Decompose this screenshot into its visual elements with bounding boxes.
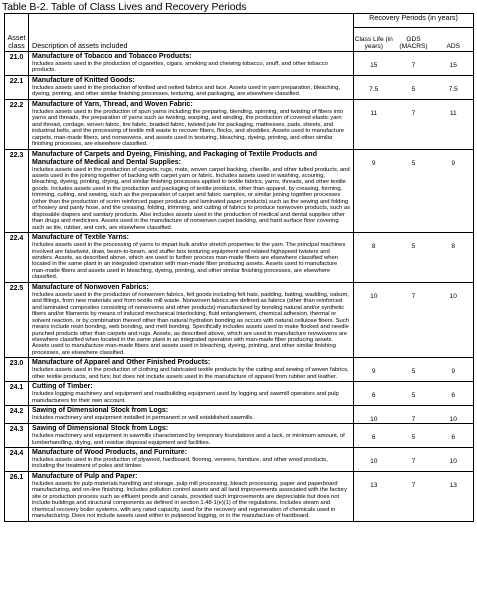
ads-cell: 10: [434, 406, 474, 424]
asset-title: Manufacture of Yarn, Thread, and Woven Fabric:: [32, 100, 193, 108]
asset-class-cell: 21.0: [5, 52, 29, 76]
table-row: [5, 99, 474, 149]
ads-cell: 8: [434, 233, 474, 283]
class-lives-table: [4, 13, 474, 522]
asset-class-cell: 24.1: [5, 382, 29, 406]
gds-cell: 5: [394, 358, 434, 382]
asset-title: Manufacture of Apparel and Other Finished Products:: [32, 359, 211, 367]
asset-description: Includes assets used in the production of spun yarns including the preparing, blending, spinning, and twisting of fibers into yarns and threads, the preparation of yarns such as twisting, warping, and winding, the production of covered elastic yarn and thread, cordage, woven fabric, tire fabric, braided fabric, twisted jute for packaging, mattresses, pads, sheets, and industrial belts, and the processing of textile mill waste to recover fibers, flocks, and shoddies. Assets used to manufacture carpets, man-made fibers, and nonwovens, and assets used in texturing, bleaching, dyeing, printing, and other similar finishing processes, are elsewhere classified.: [32, 108, 344, 148]
class-life-cell: 10: [354, 406, 394, 424]
asset-class-cell: 24.4: [5, 448, 29, 472]
gds-cell: 7: [394, 99, 434, 149]
class-life-cell: 10: [354, 448, 394, 472]
asset-description: Includes assets used in the production of clothing and fabricated textile products by the cutting and sewing of woven fabrics, other textile products, and furs; but does not include assets used in the manufacture of apparel from rubber and leather.: [32, 367, 349, 380]
asset-class-cell: 22.5: [5, 282, 29, 358]
asset-description: Includes assets used in the production of knitted and netted fabrics and lace. Assets used in yarn preparation, bleaching, dyeing, printing, and other similar finishing processes, texturing, and packaging, are elsewhere classified.: [32, 84, 340, 98]
table-row: [5, 448, 474, 472]
class-life-cell: 6: [354, 424, 394, 448]
asset-title: Manufacture of Wood Products, and Furniture:: [32, 449, 188, 457]
asset-description: Includes machinery and equipment in sawmills characterized by temporary foundations and a lack, or minimum amount, of lumberhandling, drying, and residue disposal equipment and facilities.: [32, 433, 345, 446]
gds-cell: 7: [394, 448, 434, 472]
description-cell: [29, 282, 354, 358]
ads-cell: 13: [434, 471, 474, 521]
asset-description: Includes assets used in the production of plywood, hardboard, flooring, veneers, furniture, and other wood products, including the treatment of poles and timber.: [32, 457, 328, 470]
header-ads: ADS: [434, 28, 474, 52]
gds-cell: 7: [394, 406, 434, 424]
gds-cell: 5: [394, 382, 434, 406]
asset-description: Includes assets used in the processing of yarns to impart bulk and/or stretch properties to the yarn. The principal machines involved are falsetwist, draw, beam-to-beam, and stuffer box texturing equipment and related highspeed twisters and winders. Assets, as described above, which are used to further process man-made fibers are elsewhere classified when located in the same plant in an integrated operation with man-made fiber producing assets. Assets used to manufacture man-made fibers and assets used in bleaching, dyeing, printing, and other similar finishing processes, are elsewhere classified.: [32, 242, 346, 281]
asset-title: Sawing of Dimensional Stock from Logs:: [32, 425, 169, 433]
table-row: [5, 424, 474, 448]
class-life-cell: 11: [354, 99, 394, 149]
header-class-life: Class Life (in years): [354, 28, 394, 52]
ads-cell: 15: [434, 52, 474, 76]
header-description: Description of assets included: [29, 14, 354, 52]
description-cell: [29, 406, 354, 424]
gds-cell: 7: [394, 471, 434, 521]
asset-class-cell: 22.1: [5, 75, 29, 99]
class-life-cell: 15: [354, 52, 394, 76]
description-cell: [29, 424, 354, 448]
table-row: [5, 233, 474, 283]
description-cell: [29, 149, 354, 233]
table-row: [5, 149, 474, 233]
ads-cell: 7.5: [434, 75, 474, 99]
asset-class-cell: 22.2: [5, 99, 29, 149]
class-life-cell: 6: [354, 382, 394, 406]
description-cell: [29, 75, 354, 99]
class-life-cell: 8: [354, 233, 394, 283]
asset-title: Manufacture of Carpets and Dyeing, Finishing, and Packaging of Textile Products and Manufacture of Medical and Dental Supplies:: [32, 150, 317, 166]
header-gds: GDS (MACRS): [394, 28, 434, 52]
description-cell: [29, 382, 354, 406]
description-cell: [29, 99, 354, 149]
table-row: [5, 358, 474, 382]
ads-cell: 10: [434, 448, 474, 472]
asset-description: Includes assets used in the production of nonwoven fabrics, felt goods including felt hats, padding, batting, wadding, oakum, and fillings, from new materials and from textile mill waste. Nonwoven fabrics are defined as fabrics (other than reinforced and laminated composites consisting of nonwovens and other products) manufactured by bonding natural and/or synthetic fibers and/or filaments by means of induced mechanical interlocking, fluid entanglement, chemical adhesion, thermal or solvent reaction, or by combination thereof other than natural hydration bonding as occurs with natural cellulose fibers. Such means include resin bonding, web bonding, and melt bonding. Specifically includes assets used to make flocked and needle punched products other than carpets and rugs. Assets, as described above, which are used to manufacture nonwovens are elsewhere classified when located in the same plant in an integrated operation with man-made fiber producing assets. Assets used to manufacture man-made fibers and assets used in bleaching, dyeing, printing, and other similar finishing processes, are elsewhere classified.: [32, 291, 349, 356]
header-recovery-periods: Recovery Periods (in years): [354, 14, 474, 28]
asset-title: Manufacture of Textile Yarns:: [32, 234, 129, 242]
description-cell: [29, 52, 354, 76]
ads-cell: 6: [434, 424, 474, 448]
ads-cell: 6: [434, 382, 474, 406]
asset-description: Includes assets used in the production of cigarettes, cigars, smoking and chewing tobacco, snuff, and other tobacco products.: [32, 61, 328, 74]
gds-cell: 5: [394, 149, 434, 233]
asset-description: Includes machinery and equipment installed in permanent or well established sawmills.: [32, 415, 255, 422]
table-row: [5, 75, 474, 99]
table-row: [5, 406, 474, 424]
description-cell: [29, 233, 354, 283]
asset-class-cell: 24.3: [5, 424, 29, 448]
asset-title: Sawing of Dimensional Stock from Logs:: [32, 407, 169, 415]
class-life-cell: 10: [354, 282, 394, 358]
description-cell: [29, 471, 354, 521]
asset-class-cell: 22.3: [5, 149, 29, 233]
gds-cell: 5: [394, 75, 434, 99]
asset-class-cell: 22.4: [5, 233, 29, 283]
description-cell: [29, 448, 354, 472]
asset-class-cell: 23.0: [5, 358, 29, 382]
table-row: [5, 52, 474, 76]
ads-cell: 9: [434, 149, 474, 233]
asset-class-cell: 26.1: [5, 471, 29, 521]
class-life-cell: 9: [354, 149, 394, 233]
asset-title: Manufacture of Knitted Goods:: [32, 76, 135, 84]
asset-title: Manufacture of Nonwoven Fabrics:: [32, 283, 149, 291]
asset-title: Manufacture of Pulp and Paper:: [32, 472, 138, 480]
asset-description: Includes logging machinery and equipment and roadbuilding equipment used by logging and sawmill operators and pulp manufacturers for their own account.: [32, 391, 339, 404]
table-row: [5, 382, 474, 406]
asset-title: Manufacture of Tobacco and Tobacco Products:: [32, 53, 192, 60]
header-asset-class: Asset class: [5, 14, 29, 52]
gds-cell: 7: [394, 52, 434, 76]
asset-description: Includes assets used in the production of carpets, rugs, mats, woven carpet backing, chenille, and other tufted products, and assets used in the joining together of backing with carpet yarn or fabric. Includes assets used in washing, scouring, bleaching, dyeing, printing, drying, and similar finishing processes applied to textile fabrics, yarns, threads, and other textile goods. Includes assets used in the production and packaging of textile products, other than apparel, by creasing, forming, trimming, cutting, and sewing, such as the preparation of carpet and fabric samples, or similar joining together processes (other than the production of scrim reinforced paper products and laminated paper products) such as the sewing and folding of hosiery and panty hose, and the creasing, folding, trimming, and cutting of fabrics to produce nonwoven products, such as disposable diapers and sanitary products. Also includes assets used in the production of medical and dental supplies other than drugs and medicines. Assets used in the manufacture of nonwoven carpet backing, and hard surface floor covering such as tile, rubber, and cork, are elsewhere classified.: [32, 166, 350, 231]
ads-cell: 11: [434, 99, 474, 149]
description-cell: [29, 358, 354, 382]
table-row: [5, 471, 474, 521]
class-life-cell: 9: [354, 358, 394, 382]
ads-cell: 9: [434, 358, 474, 382]
class-life-cell: 7.5: [354, 75, 394, 99]
asset-title: Cutting of Timber:: [32, 383, 93, 391]
gds-cell: 5: [394, 233, 434, 283]
table-row: [5, 282, 474, 358]
table-title: Table B-2. Table of Class Lives and Recovery Periods: [2, 1, 247, 13]
asset-description: Includes assets for pulp materials handling and storage, pulp mill processing, bleach processing, paper and paperboard manufacturing, and on-line finishing. Includes pollution control assets and all land improvements associated with the factory site or production process such as effluent ponds and canals, provided such improvements are depreciable but does not include buildings and structural components as defined in section 1.48-1(e)(1) of the regulations. Includes steam and chemical recovery boiler systems, with any rated capacity, used for the recovery and regeneration of chemicals used in manufacturing. Does not include assets used either in pulpwood logging, or in the manufacture of hardboard.: [32, 480, 347, 520]
asset-class-cell: 24.2: [5, 406, 29, 424]
gds-cell: 7: [394, 282, 434, 358]
gds-cell: 5: [394, 424, 434, 448]
class-life-cell: 13: [354, 471, 394, 521]
ads-cell: 10: [434, 282, 474, 358]
